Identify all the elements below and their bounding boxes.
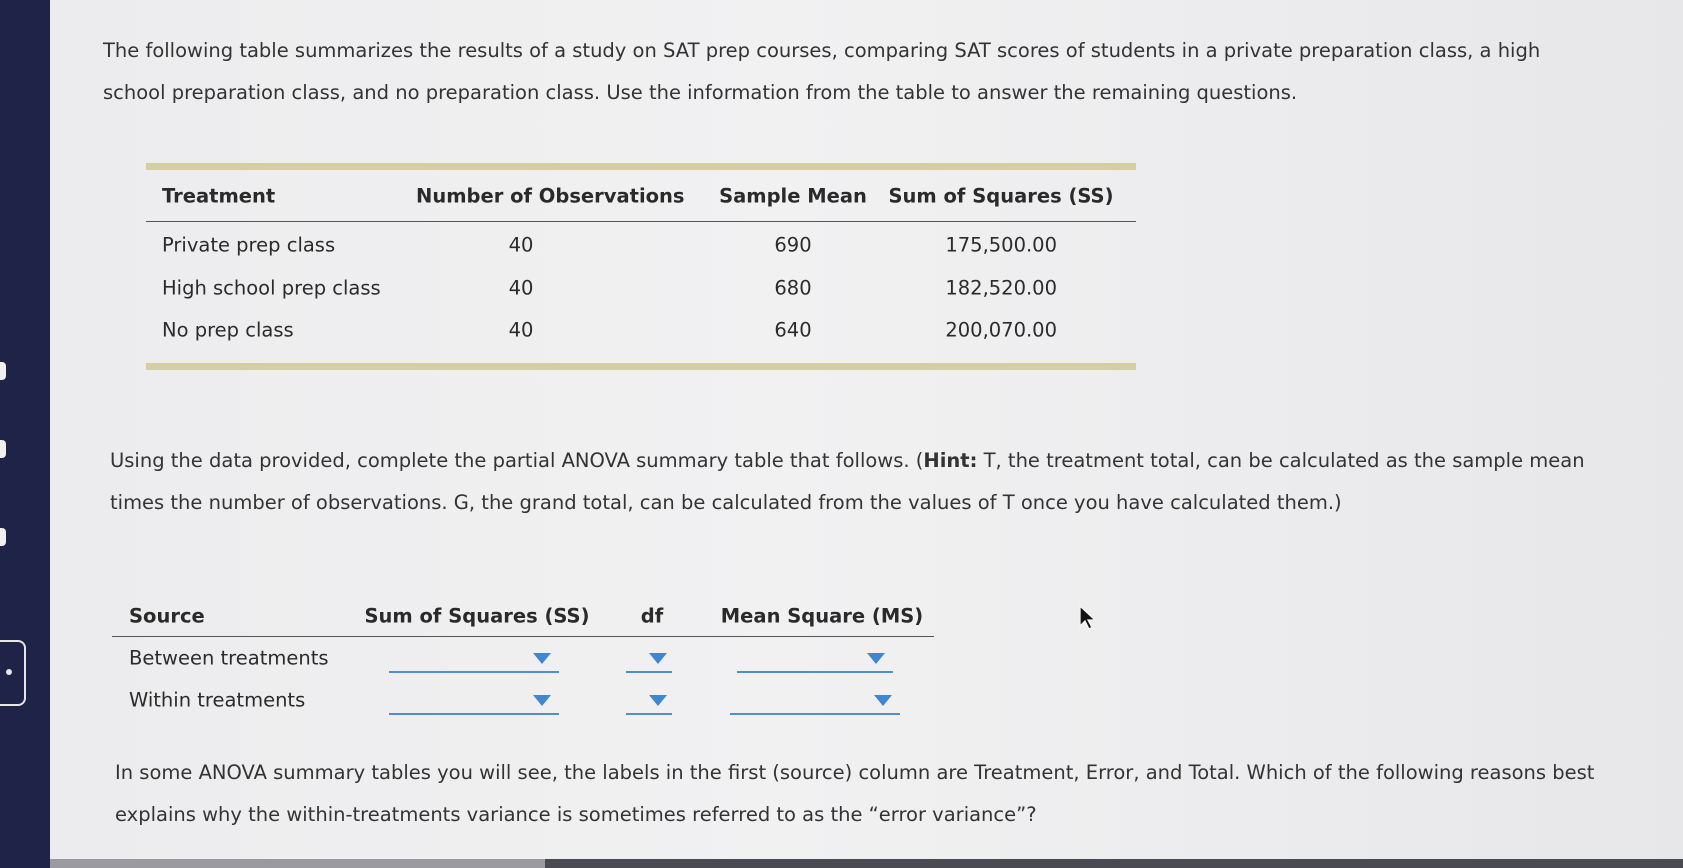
source-label: Between treatments	[129, 646, 329, 670]
hint-label: Hint:	[923, 449, 978, 472]
sample-mean-cell: 680	[774, 276, 812, 300]
caret-down-icon	[533, 695, 551, 706]
instructions-lead: Using the data provided, complete the partial ANOVA summary table that follows. (	[110, 449, 924, 472]
table-bottom-rule	[146, 363, 1136, 370]
sidebar-toggle-button[interactable]	[0, 640, 26, 706]
table-header-row	[146, 170, 1136, 222]
treatment-cell: Private prep class	[162, 233, 336, 256]
treatment-cell: High school prep class	[162, 276, 381, 300]
caret-down-icon	[874, 695, 892, 706]
table-top-rule	[146, 163, 1136, 170]
df-within-dropdown[interactable]	[626, 687, 672, 715]
ss-cell: 175,500.00	[945, 233, 1057, 256]
dot-icon	[6, 669, 12, 675]
ms-within-dropdown[interactable]	[730, 687, 900, 715]
source-label: Within treatments	[129, 688, 306, 712]
ss-between-dropdown[interactable]	[389, 645, 559, 673]
mouse-pointer-icon	[1078, 605, 1098, 631]
table-row	[146, 222, 1136, 267]
bottom-edge-dark	[545, 859, 1683, 868]
header-df: df	[640, 604, 664, 628]
sidebar-marker	[0, 440, 6, 458]
treatment-cell: No prep class	[162, 318, 294, 342]
table-row	[146, 309, 1136, 351]
caret-down-icon	[867, 653, 885, 664]
df-between-dropdown[interactable]	[626, 645, 672, 673]
anova-header-row	[112, 596, 934, 637]
content-page	[50, 0, 1683, 868]
sidebar-marker	[0, 362, 6, 380]
anova-row-between	[112, 637, 934, 679]
left-sidebar	[0, 0, 50, 868]
sidebar-marker	[0, 528, 6, 546]
hint-text: T, the treatment total, can be calculated as the sample mean times the number of observations. G, the grand total, can be calculated from the values of T once you have calculated them.)	[110, 449, 1585, 514]
header-source: Source	[129, 604, 205, 628]
caret-down-icon	[649, 653, 667, 664]
anova-summary-table	[112, 596, 934, 721]
intro-paragraph: The following table summarizes the results of a study on SAT prep courses, comparing SAT scores of students in a private preparation class, a high school preparation class, and no preparation class. Use the information from the table to answer the remaining questions.	[103, 39, 1541, 104]
sample-mean-cell: 690	[774, 233, 812, 256]
anova-instructions	[110, 440, 1590, 524]
ss-cell: 200,070.00	[945, 318, 1057, 342]
observations-cell: 40	[508, 233, 534, 256]
ss-within-dropdown[interactable]	[389, 687, 559, 715]
data-table	[146, 163, 1136, 370]
header-ss: Sum of Squares (SS)	[364, 604, 590, 628]
header-treatment: Treatment	[162, 184, 276, 207]
observations-cell: 40	[508, 276, 534, 300]
caret-down-icon	[649, 695, 667, 706]
question-paragraph: In some ANOVA summary tables you will see, the labels in the first (source) column are Treatment, Error, and Total. Which of the following reasons best explains why the within-treatments variance is sometimes referred to as the “error variance”?	[115, 761, 1595, 826]
bottom-edge	[50, 859, 1683, 868]
table-row	[146, 267, 1136, 309]
sample-mean-cell: 640	[774, 318, 812, 342]
observations-cell: 40	[508, 318, 534, 342]
anova-row-within	[112, 679, 934, 721]
ss-cell: 182,520.00	[945, 276, 1057, 300]
header-sum-of-squares: Sum of Squares (SS)	[888, 184, 1114, 207]
ms-between-dropdown[interactable]	[737, 645, 893, 673]
header-observations: Number of Observations	[416, 184, 685, 207]
caret-down-icon	[533, 653, 551, 664]
header-ms: Mean Square (MS)	[720, 604, 924, 628]
header-sample-mean: Sample Mean	[719, 184, 867, 207]
